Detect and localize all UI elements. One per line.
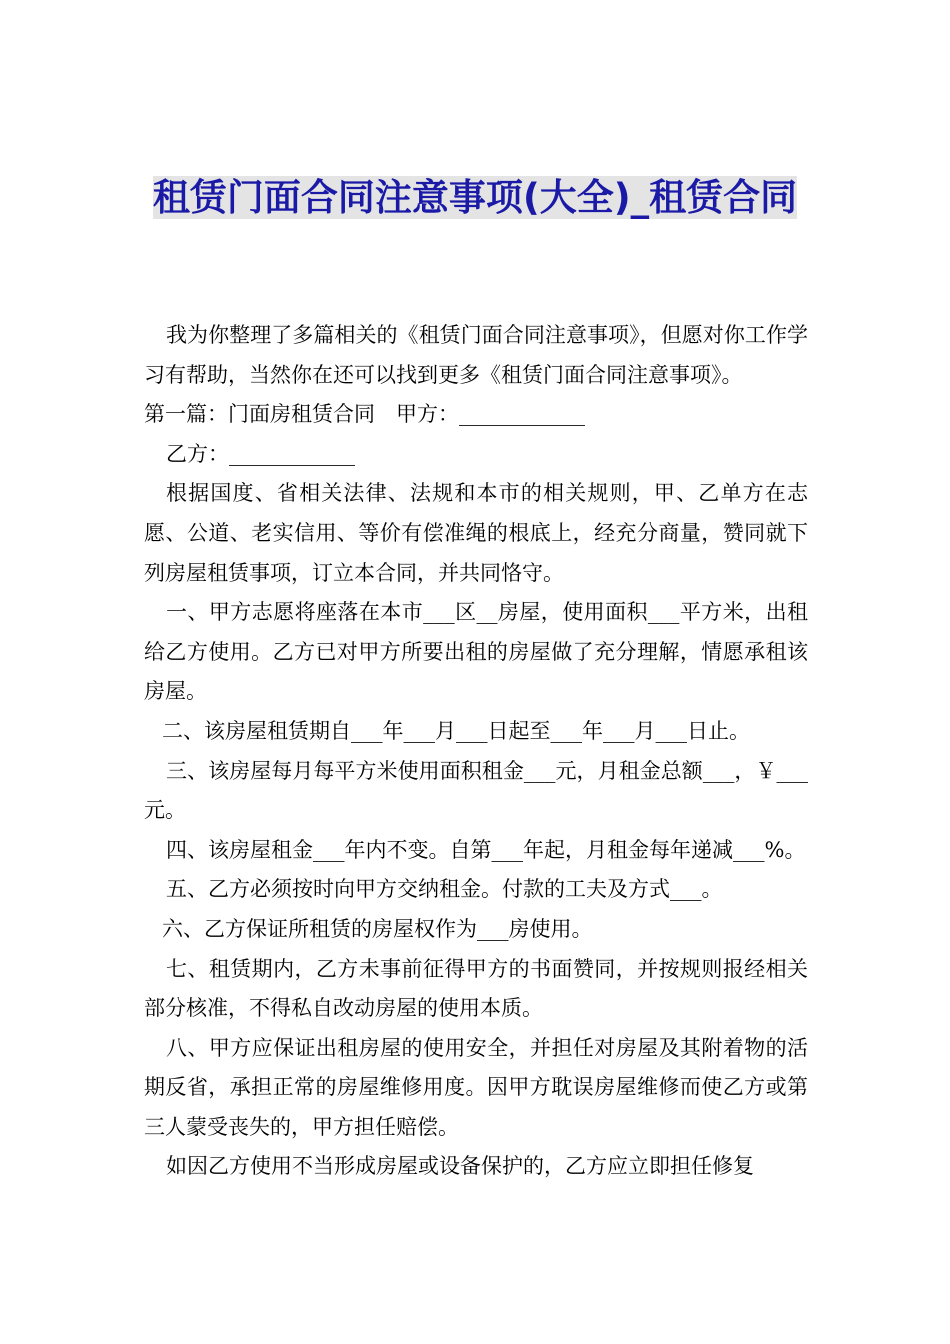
paragraph-clause-4: 四、该房屋租金___年内不变。自第___年起，月租金每年递减___%。 [166,837,806,862]
document-title-text: 租赁门面合同注意事项(大全)_租赁合同 [152,176,798,219]
paragraph-clause-5: 五、乙方必须按时向甲方交纳租金。付款的工夫及方式___。 [166,877,723,902]
paragraph-intro: 我为你整理了多篇相关的《租赁门面合同注意事项》，但愿对你工作学习有帮助，当然你在还可以找到更多《租赁门面合同注意事项》。 [144,323,808,387]
paragraph-clause-2: 二、该房屋租赁期自___年___月___日起至___年___月___日止。 [162,718,750,743]
paragraph-party-a: 第一篇：门面房租赁合同 甲方：____________ [144,402,585,427]
document-title [140,172,810,224]
paragraph-clause-8: 八、甲方应保证出租房屋的使用安全，并担任对房屋及其附着物的活期反省，承担正常的房屋维修用度。因甲方耽误房屋维修而使乙方或第三人蒙受丧失的，甲方担任赔偿。 [144,1035,808,1139]
document-body [144,316,808,1187]
paragraph-clause-6: 六、乙方保证所租赁的房屋权作为___房使用。 [162,916,593,941]
paragraph-clause-1: 一、甲方志愿将座落在本市___区__房屋，使用面积___平方米，出租给乙方使用。乙方已对甲方所要出租的房屋做了充分理解，情愿承租该房屋。 [144,600,808,704]
paragraph-preamble: 根据国度、省相关法律、法规和本市的相关规则，甲、乙单方在志愿、公道、老实信用、等价有偿准绳的根底上，经充分商量，赞同就下列房屋租赁事项，订立本合同，并共同恪守。 [144,481,808,585]
paragraph-clause-7: 七、租赁期内，乙方未事前征得甲方的书面赞同，并按规则报经相关部分核准，不得私自改动房屋的使用本质。 [144,956,808,1021]
paragraph-clause-8-continued: 如因乙方使用不当形成房屋或设备保护的，乙方应立即担任修复 [166,1154,754,1179]
paragraph-clause-3: 三、该房屋每月每平方米使用面积租金___元，月租金总额___，￥___元。 [144,758,808,823]
paragraph-party-b: 乙方：____________ [166,441,355,466]
